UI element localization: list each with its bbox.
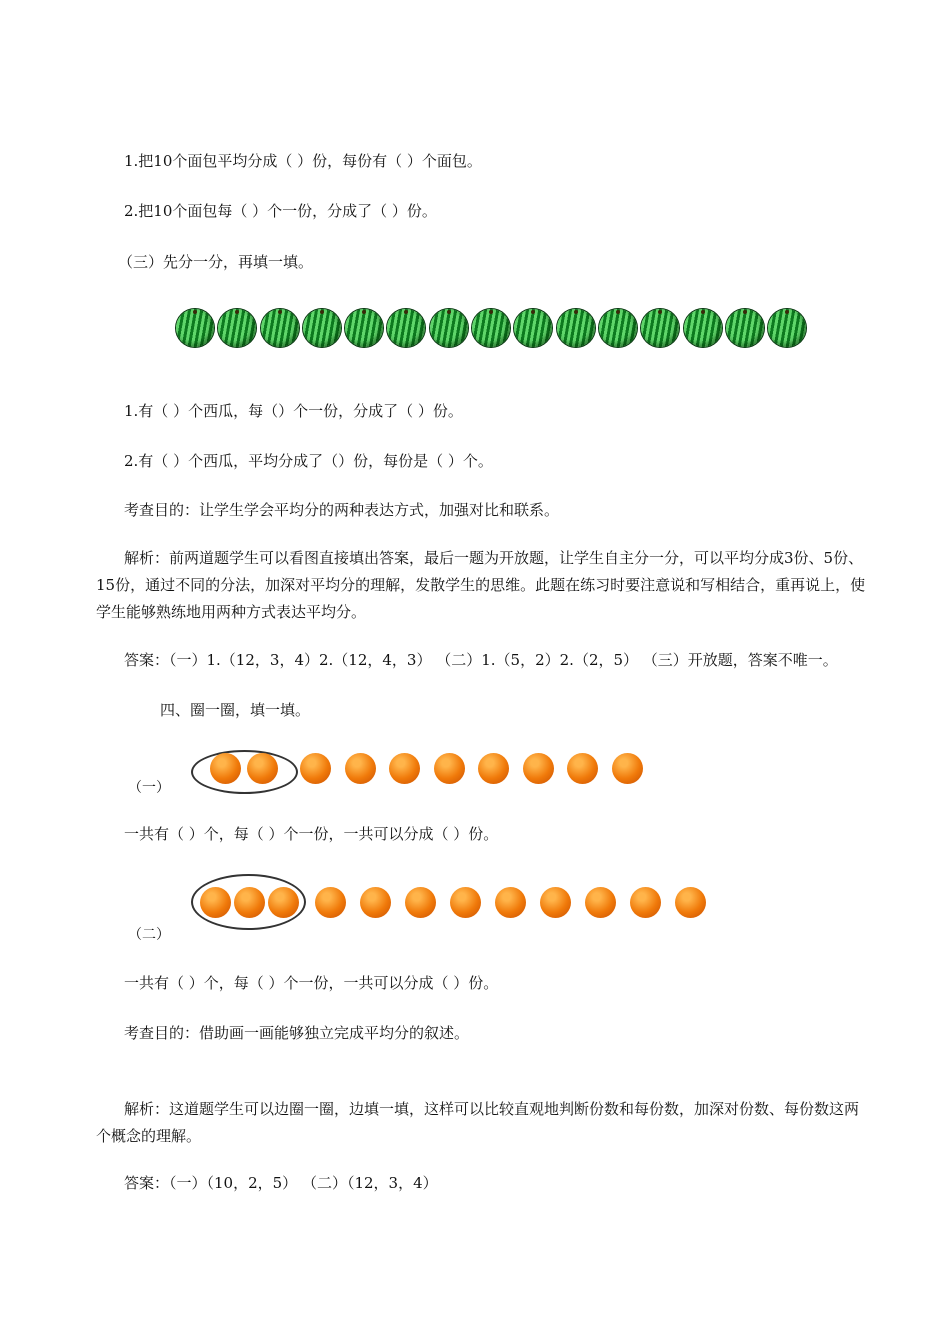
- question-2-1: 1.把10个面包平均分成（ ）份，每份有（ ）个面包。: [124, 152, 482, 170]
- watermelon-icon: [303, 309, 341, 347]
- part-1-label: （一）: [128, 780, 170, 796]
- watermelon-icon: [557, 309, 595, 347]
- watermelon-icon: [218, 309, 256, 347]
- orange-icon-circled: [210, 753, 241, 784]
- orange-icon: [434, 753, 465, 784]
- orange-icon: [360, 887, 391, 918]
- orange-icon: [540, 887, 571, 918]
- orange-row-2: [200, 887, 706, 918]
- answer-1: 答案：（一）1.（12，3，4）2.（12，4，3） （二）1.（5，2）2.（2，5） （三）开放题，答案不唯一。: [124, 651, 838, 669]
- orange-icon: [315, 887, 346, 918]
- watermelon-icon: [261, 309, 299, 347]
- orange-icon: [478, 753, 509, 784]
- watermelon-icon: [387, 309, 425, 347]
- orange-icon: [405, 887, 436, 918]
- orange-icon-circled: [247, 753, 278, 784]
- section-4-title: 四、圈一圈，填一填。: [160, 701, 311, 719]
- orange-icon: [450, 887, 481, 918]
- watermelon-icon: [684, 309, 722, 347]
- orange-icon: [630, 887, 661, 918]
- exam-goal-1: 考查目的：让学生学会平均分的两种表达方式，加强对比和联系。: [124, 501, 560, 519]
- orange-icon-circled: [234, 887, 265, 918]
- orange-icon: [675, 887, 706, 918]
- watermelon-icon: [599, 309, 637, 347]
- orange-icon: [389, 753, 420, 784]
- orange-icon: [345, 753, 376, 784]
- watermelon-icon: [430, 309, 468, 347]
- watermelon-row: [176, 309, 810, 347]
- section-3-question-1: 1.有（ ）个西瓜，每（）个一份，分成了（ ）份。: [124, 402, 463, 420]
- orange-icon: [495, 887, 526, 918]
- watermelon-icon: [345, 309, 383, 347]
- watermelon-icon: [768, 309, 806, 347]
- part-2-label: （二）: [128, 927, 170, 943]
- watermelon-icon: [472, 309, 510, 347]
- watermelon-icon: [726, 309, 764, 347]
- orange-icon: [567, 753, 598, 784]
- orange-icon: [300, 753, 331, 784]
- part-1-question: 一共有（ ）个，每（ ）个一份，一共可以分成（ ）份。: [124, 825, 499, 843]
- part-2-question: 一共有（ ）个，每（ ）个一份，一共可以分成（ ）份。: [124, 974, 499, 992]
- watermelon-icon: [514, 309, 552, 347]
- orange-icon-circled: [200, 887, 231, 918]
- analysis-1: 解析：前两道题学生可以看图直接填出答案，最后一题为开放题，让学生自主分一分，可以平均分成3份、5份、15份，通过不同的分法，加深对平均分的理解，发散学生的思维。此题在练习时要注意说和写相结合，重再说上，使学生能够熟练地用两种方式表达平均分。: [96, 549, 866, 621]
- watermelon-icon: [641, 309, 679, 347]
- watermelon-icon: [176, 309, 214, 347]
- section-3-title: （三）先分一分，再填一填。: [118, 253, 314, 271]
- analysis-2: 解析：这道题学生可以边圈一圈，边填一填，这样可以比较直观地判断份数和每份数，加深对份数、每份数这两个概念的理解。: [96, 1100, 860, 1145]
- orange-icon: [523, 753, 554, 784]
- question-2-2: 2.把10个面包每（ ）个一份，分成了（ ）份。: [124, 202, 437, 220]
- orange-row-1: [210, 753, 643, 784]
- orange-icon: [585, 887, 616, 918]
- exam-goal-2: 考查目的：借助画一画能够独立完成平均分的叙述。: [124, 1024, 470, 1042]
- orange-icon: [612, 753, 643, 784]
- section-3-question-2: 2.有（ ）个西瓜，平均分成了（）份，每份是（ ）个。: [124, 452, 493, 470]
- orange-icon-circled: [268, 887, 299, 918]
- answer-2: 答案：（一）（10，2，5） （二）（12，3，4）: [124, 1174, 438, 1192]
